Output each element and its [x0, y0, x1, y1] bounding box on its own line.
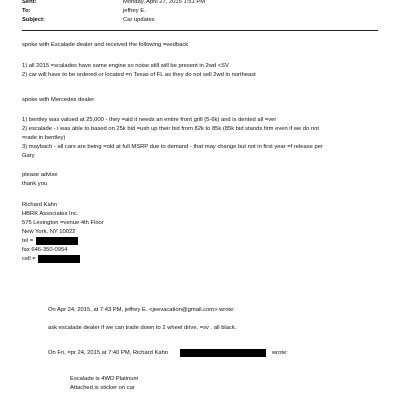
- mercedes-point-3-cont: Gary: [22, 153, 35, 159]
- header-divider: [22, 30, 378, 31]
- reply-header: On Apr 24, 2015, at 7:43 PM, jeffrey E. <jeevacation@gmail.com> wrote:: [48, 307, 235, 313]
- to-value: jeffrey E.: [123, 8, 146, 14]
- escalade-point-2: 2) car will have to be ordered or located =n Texas of FL as they do not sell 2wd in northeast: [22, 72, 256, 78]
- sent-value: Monday, April 27, 2015 1:51 PM: [123, 0, 206, 5]
- signature-name: Richard Kahn: [22, 202, 58, 208]
- mercedes-point-3: 3) maybach - all cars are being =old at full MSRP due to demand - that may change but not in first year =f release per: [22, 144, 323, 150]
- signature-fax: fax 646-350-0954: [22, 247, 68, 253]
- original-header-suffix: wrote:: [272, 350, 288, 356]
- to-label: To:: [22, 8, 31, 14]
- mercedes-point-2-cont: =rade in bentley): [22, 135, 66, 141]
- signature-address-2: New York, NY 10022: [22, 229, 76, 235]
- original-line-2: Attached is sticker on car: [70, 385, 135, 391]
- mercedes-point-2: 2) escalade - i was able to based on 25k bid =ush up their bid from 82k to 85k (85k bid stands firm even if we do not: [22, 126, 319, 132]
- please-advise: please advise: [22, 172, 58, 178]
- signature-tel-label: tel =: [22, 238, 34, 244]
- reply-text: ask escalade dealer if we can trade down to 2 wheel drive. =sv . all black.: [48, 325, 237, 331]
- subject-value: Car updates: [123, 17, 155, 23]
- thank-you: thank you: [22, 181, 48, 187]
- mercedes-point-1: 1) bentley was valued at 25,000 - they =aid it needs an entire front grill (5-6k) and is dented all =ver: [22, 117, 277, 123]
- sent-label: Sent:: [22, 0, 37, 5]
- body-intro: spoke with Escalade dealer and received the following =eedback: [22, 42, 189, 48]
- subject-label: Subject:: [22, 17, 45, 23]
- redaction-bar: [36, 237, 78, 245]
- redaction-bar: [38, 255, 80, 263]
- original-header-prefix: On Fri, =pr 24, 2015 at 7:40 PM, Richard Kahn: [48, 350, 169, 356]
- mercedes-intro: spoke with Mercedes dealer: [22, 97, 95, 103]
- original-line-1: Escalade is 4WD Platinum: [70, 376, 139, 382]
- signature-cell-label: cell =: [22, 256, 36, 262]
- redaction-bar: [180, 349, 266, 357]
- signature-address-1: 575 Lexington =venue 4th Floor: [22, 220, 104, 226]
- escalade-point-1: 1) all 2015 =scalades have same engine so noise still will be present in 2wd <SV: [22, 63, 229, 69]
- signature-company: HBRK Associates Inc.: [22, 211, 79, 217]
